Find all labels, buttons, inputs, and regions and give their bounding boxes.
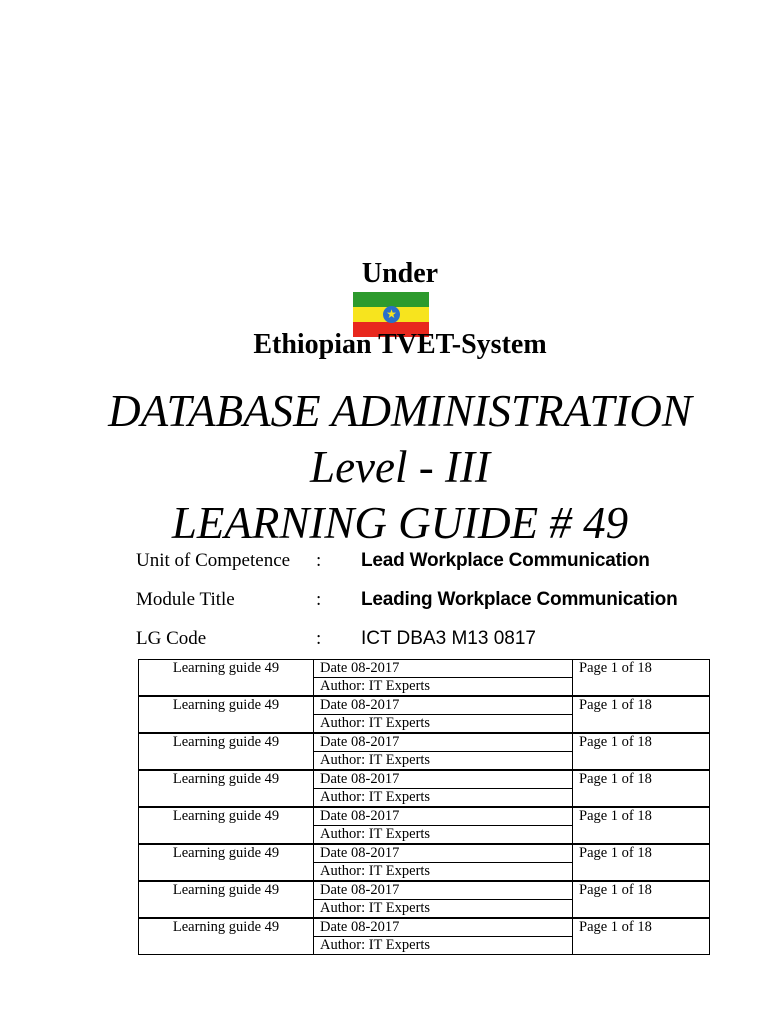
date-cell: Date 08-2017 <box>314 770 573 789</box>
flag-green-band <box>353 292 429 307</box>
info-label: Unit of Competence <box>136 550 291 571</box>
guide-cell: Learning guide 49 <box>139 770 314 807</box>
page-cell: Page 1 of 18 <box>573 770 710 807</box>
info-value: Lead Workplace Communication <box>361 550 650 571</box>
info-label: Module Title <box>136 589 235 610</box>
star-emblem-icon: ★ <box>383 306 400 323</box>
guide-cell: Learning guide 49 <box>139 807 314 844</box>
date-cell: Date 08-2017 <box>314 696 573 715</box>
author-cell: Author: IT Experts <box>314 900 573 919</box>
info-colon: : <box>316 589 322 610</box>
page-cell: Page 1 of 18 <box>573 881 710 918</box>
table-row <box>139 918 710 937</box>
table-row <box>139 807 710 826</box>
info-row-module-title <box>0 587 768 617</box>
heading-under: Under <box>361 258 439 289</box>
author-cell: Author: IT Experts <box>314 863 573 882</box>
table-row <box>139 844 710 863</box>
page-cell: Page 1 of 18 <box>573 844 710 881</box>
info-row-unit-of-competence <box>0 548 768 578</box>
date-cell: Date 08-2017 <box>314 918 573 937</box>
page-cell: Page 1 of 18 <box>573 918 710 955</box>
info-value: Leading Workplace Communication <box>361 589 678 610</box>
page-cell: Page 1 of 18 <box>573 696 710 733</box>
info-row-lg-code <box>0 626 768 656</box>
info-label: LG Code <box>136 628 207 649</box>
author-cell: Author: IT Experts <box>314 789 573 808</box>
info-colon: : <box>316 550 322 571</box>
guide-cell: Learning guide 49 <box>139 696 314 733</box>
table-row <box>139 660 710 678</box>
page-cell: Page 1 of 18 <box>573 660 710 697</box>
title-learning-guide: LEARNING GUIDE # 49 <box>171 498 629 548</box>
table-row <box>139 733 710 752</box>
author-cell: Author: IT Experts <box>314 937 573 955</box>
title-database-administration: DATABASE ADMINISTRATION <box>108 386 692 436</box>
table-row <box>139 770 710 789</box>
guide-cell: Learning guide 49 <box>139 844 314 881</box>
info-value: ICT DBA3 M13 0817 <box>361 628 536 649</box>
footer-table <box>138 659 710 955</box>
info-colon: : <box>316 628 322 649</box>
date-cell: Date 08-2017 <box>314 807 573 826</box>
guide-cell: Learning guide 49 <box>139 733 314 770</box>
date-cell: Date 08-2017 <box>314 844 573 863</box>
page-cell: Page 1 of 18 <box>573 807 710 844</box>
author-cell: Author: IT Experts <box>314 715 573 734</box>
guide-cell: Learning guide 49 <box>139 660 314 697</box>
page-cell: Page 1 of 18 <box>573 733 710 770</box>
author-cell: Author: IT Experts <box>314 826 573 845</box>
table-row <box>139 881 710 900</box>
heading-tvet-system: Ethiopian TVET-System <box>253 329 547 360</box>
date-cell: Date 08-2017 <box>314 881 573 900</box>
date-cell: Date 08-2017 <box>314 660 573 678</box>
guide-cell: Learning guide 49 <box>139 881 314 918</box>
date-cell: Date 08-2017 <box>314 733 573 752</box>
author-cell: Author: IT Experts <box>314 752 573 771</box>
guide-cell: Learning guide 49 <box>139 918 314 955</box>
table-row <box>139 696 710 715</box>
author-cell: Author: IT Experts <box>314 678 573 697</box>
title-level: Level - III <box>310 442 490 492</box>
